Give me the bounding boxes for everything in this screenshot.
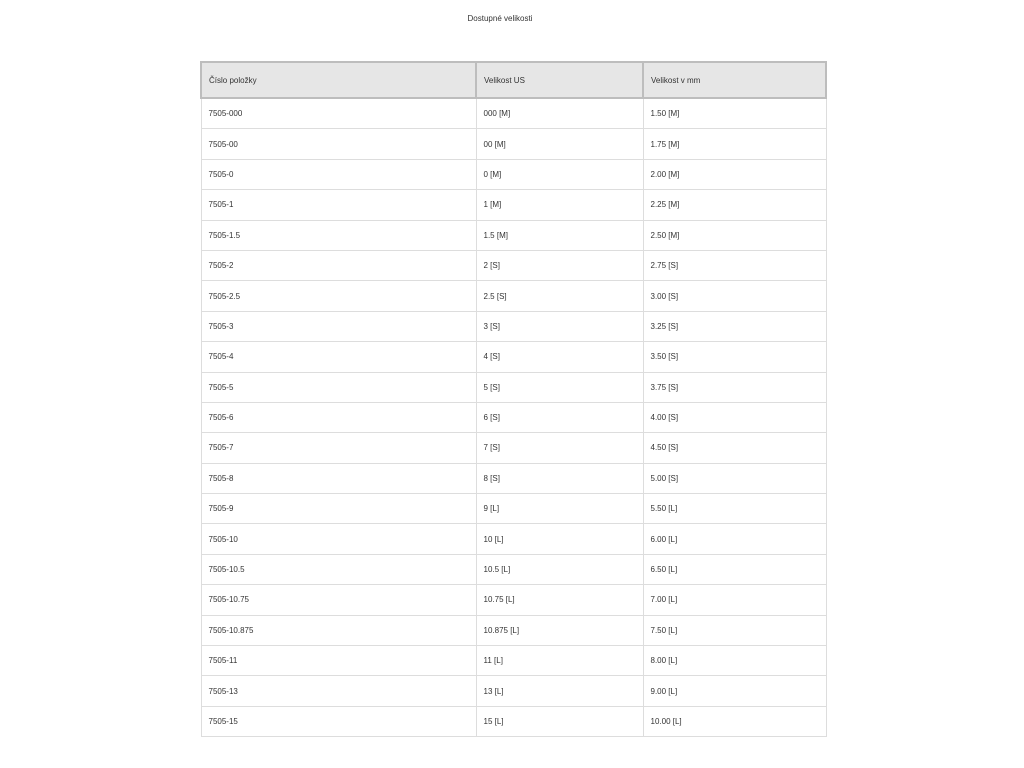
cell-item-number: 7505-1.5 — [201, 220, 476, 250]
cell-mm-size: 4.50 [S] — [643, 433, 826, 463]
table-header-row — [201, 62, 826, 98]
table-row — [201, 281, 826, 311]
table-row — [201, 706, 826, 736]
cell-item-number: 7505-10 — [201, 524, 476, 554]
table-body — [201, 98, 826, 737]
cell-mm-size: 4.00 [S] — [643, 402, 826, 432]
table-row — [201, 342, 826, 372]
cell-us-size: 4 [S] — [476, 342, 643, 372]
table-row — [201, 98, 826, 129]
cell-us-size: 10 [L] — [476, 524, 643, 554]
cell-item-number: 7505-000 — [201, 98, 476, 129]
cell-item-number: 7505-3 — [201, 311, 476, 341]
cell-us-size: 8 [S] — [476, 463, 643, 493]
cell-mm-size: 6.00 [L] — [643, 524, 826, 554]
cell-mm-size: 8.00 [L] — [643, 646, 826, 676]
table-row — [201, 220, 826, 250]
cell-us-size: 10.875 [L] — [476, 615, 643, 645]
cell-us-size: 10.5 [L] — [476, 554, 643, 584]
cell-us-size: 5 [S] — [476, 372, 643, 402]
cell-us-size: 000 [M] — [476, 98, 643, 129]
cell-mm-size: 2.50 [M] — [643, 220, 826, 250]
table-header — [201, 62, 826, 98]
cell-mm-size: 3.50 [S] — [643, 342, 826, 372]
cell-us-size: 00 [M] — [476, 129, 643, 159]
cell-mm-size: 5.00 [S] — [643, 463, 826, 493]
cell-item-number: 7505-7 — [201, 433, 476, 463]
cell-us-size: 1 [M] — [476, 190, 643, 220]
cell-us-size: 3 [S] — [476, 311, 643, 341]
cell-mm-size: 3.00 [S] — [643, 281, 826, 311]
cell-mm-size: 7.00 [L] — [643, 585, 826, 615]
cell-us-size: 2 [S] — [476, 250, 643, 280]
cell-us-size: 11 [L] — [476, 646, 643, 676]
cell-item-number: 7505-4 — [201, 342, 476, 372]
header-mm-size: Velikost v mm — [643, 62, 826, 98]
table-row — [201, 433, 826, 463]
table-row — [201, 676, 826, 706]
table-row — [201, 585, 826, 615]
table-row — [201, 524, 826, 554]
cell-mm-size: 1.50 [M] — [643, 98, 826, 129]
table-row — [201, 250, 826, 280]
cell-us-size: 0 [M] — [476, 159, 643, 189]
cell-us-size: 9 [L] — [476, 494, 643, 524]
cell-item-number: 7505-2 — [201, 250, 476, 280]
cell-item-number: 7505-11 — [201, 646, 476, 676]
table-row — [201, 402, 826, 432]
cell-us-size: 6 [S] — [476, 402, 643, 432]
cell-us-size: 10.75 [L] — [476, 585, 643, 615]
cell-us-size: 15 [L] — [476, 706, 643, 736]
size-table — [200, 61, 827, 737]
table-row — [201, 494, 826, 524]
cell-mm-size: 3.75 [S] — [643, 372, 826, 402]
cell-mm-size: 6.50 [L] — [643, 554, 826, 584]
cell-item-number: 7505-1 — [201, 190, 476, 220]
cell-item-number: 7505-2.5 — [201, 281, 476, 311]
cell-mm-size: 5.50 [L] — [643, 494, 826, 524]
cell-item-number: 7505-9 — [201, 494, 476, 524]
cell-item-number: 7505-13 — [201, 676, 476, 706]
cell-item-number: 7505-00 — [201, 129, 476, 159]
table-row — [201, 190, 826, 220]
cell-mm-size: 10.00 [L] — [643, 706, 826, 736]
table-row — [201, 463, 826, 493]
table-row — [201, 311, 826, 341]
cell-item-number: 7505-10.75 — [201, 585, 476, 615]
cell-mm-size: 2.25 [M] — [643, 190, 826, 220]
table-row — [201, 129, 826, 159]
header-us-size: Velikost US — [476, 62, 643, 98]
cell-item-number: 7505-15 — [201, 706, 476, 736]
header-item-number: Číslo položky — [201, 62, 476, 98]
cell-us-size: 2.5 [S] — [476, 281, 643, 311]
table-row — [201, 646, 826, 676]
cell-mm-size: 9.00 [L] — [643, 676, 826, 706]
table-row — [201, 372, 826, 402]
cell-mm-size: 7.50 [L] — [643, 615, 826, 645]
cell-item-number: 7505-0 — [201, 159, 476, 189]
cell-mm-size: 3.25 [S] — [643, 311, 826, 341]
cell-item-number: 7505-10.5 — [201, 554, 476, 584]
cell-mm-size: 1.75 [M] — [643, 129, 826, 159]
cell-us-size: 13 [L] — [476, 676, 643, 706]
cell-item-number: 7505-5 — [201, 372, 476, 402]
table-row — [201, 159, 826, 189]
page-title: Dostupné velikosti — [467, 14, 533, 23]
cell-item-number: 7505-10.875 — [201, 615, 476, 645]
table-row — [201, 554, 826, 584]
cell-item-number: 7505-8 — [201, 463, 476, 493]
cell-us-size: 7 [S] — [476, 433, 643, 463]
cell-mm-size: 2.00 [M] — [643, 159, 826, 189]
cell-mm-size: 2.75 [S] — [643, 250, 826, 280]
cell-item-number: 7505-6 — [201, 402, 476, 432]
cell-us-size: 1.5 [M] — [476, 220, 643, 250]
table-row — [201, 615, 826, 645]
